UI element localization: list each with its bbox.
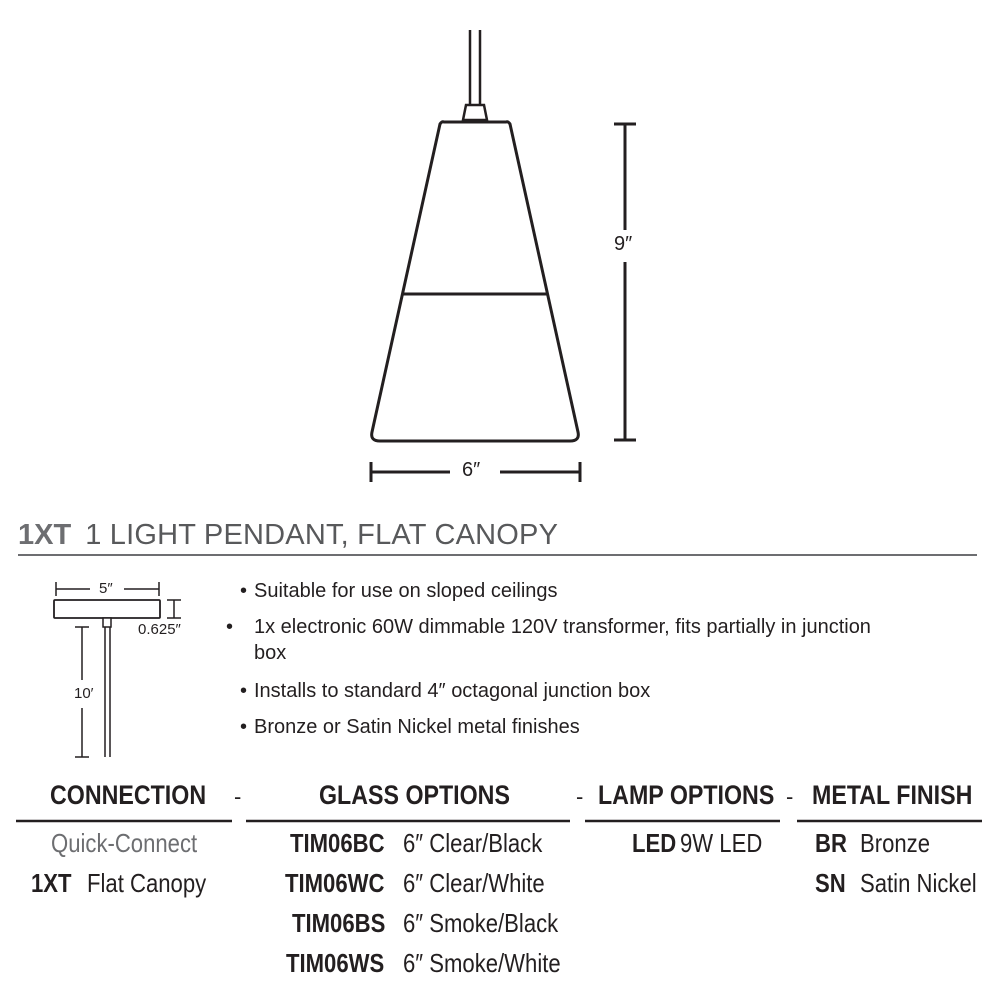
- product-code: 1XT: [18, 519, 72, 551]
- finish-label: Bronze: [860, 828, 931, 858]
- glass-shade: [372, 122, 579, 441]
- connection-code: 1XT: [31, 868, 72, 898]
- connection-label: Flat Canopy: [87, 868, 207, 898]
- glass-label: 6″ Clear/Black: [403, 828, 543, 858]
- canopy-plate: [54, 600, 160, 618]
- connection-subheader: Quick-Connect: [51, 828, 198, 858]
- glass-label: 6″ Clear/White: [403, 868, 545, 898]
- glass-options-header: GLASS OPTIONS: [319, 780, 510, 810]
- feature-item: • Installs to standard 4″ octagonal junction box: [240, 680, 651, 702]
- product-title: [18, 518, 558, 552]
- height-dimension-label: 9″: [614, 233, 633, 255]
- feature-item: • 1x electronic 60W dimmable 120V transformer, fits partially in junction box: [226, 616, 871, 664]
- canopy-height-label: 0.625″: [138, 621, 181, 638]
- canopy-width-label: 5″: [99, 580, 113, 597]
- glass-code: TIM06WS: [286, 948, 385, 978]
- glass-label: 6″ Smoke/White: [403, 948, 561, 978]
- option-separator: -: [234, 784, 242, 809]
- bullet-icon: •: [240, 580, 248, 602]
- product-name: 1 LIGHT PENDANT, FLAT CANOPY: [85, 519, 559, 551]
- glass-label: 6″ Smoke/Black: [403, 908, 559, 938]
- bullet-icon: •: [226, 616, 234, 638]
- socket-cap: [463, 105, 487, 120]
- canopy-connector: [103, 618, 111, 627]
- glass-code: TIM06BC: [290, 828, 385, 858]
- width-dimension-label: 6″: [462, 459, 481, 481]
- cord-length-label: 10′: [74, 685, 94, 702]
- bullet-icon: •: [240, 716, 248, 738]
- lamp-options-header: LAMP OPTIONS: [598, 780, 775, 810]
- lamp-code: LED: [632, 828, 677, 858]
- feature-item: • Suitable for use on sloped ceilings: [240, 580, 558, 602]
- option-separator: -: [786, 784, 794, 809]
- bullet-icon: •: [240, 680, 248, 702]
- finish-code: BR: [815, 828, 847, 858]
- lamp-label: 9W LED: [680, 828, 763, 858]
- connection-header: CONNECTION: [50, 780, 207, 810]
- option-separator: -: [576, 784, 584, 809]
- metal-finish-header: METAL FINISH: [812, 780, 973, 810]
- glass-code: TIM06BS: [292, 908, 386, 938]
- feature-item: • Bronze or Satin Nickel metal finishes: [240, 716, 580, 738]
- glass-code: TIM06WC: [285, 868, 385, 898]
- finish-label: Satin Nickel: [860, 868, 977, 898]
- finish-code: SN: [815, 868, 846, 898]
